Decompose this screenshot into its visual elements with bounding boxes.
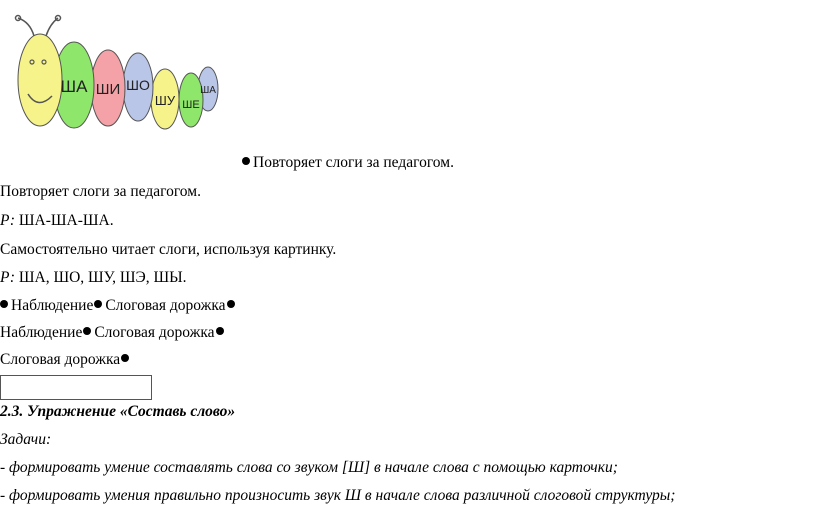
response-answer-1: ША-ША-ША. [18,212,114,229]
method-syllable-path: Слоговая дорожка [0,351,121,368]
bullet-icon [0,300,8,308]
bullet-icon [83,327,91,335]
bullet-icon [216,327,224,335]
centered-repeat-text: Повторяет слоги за педагогом. [253,154,454,171]
methods-line-c [0,350,132,370]
caterpillar-illustration [12,12,232,134]
tasks-label: Задачи: [0,431,52,448]
response-label-1: Р: [0,212,16,229]
syllable-3: ШО [126,77,150,93]
empty-frame [0,375,152,400]
method-observation: Наблюдение [0,324,83,341]
antenna-left [18,18,34,36]
caterpillar-head [18,34,62,126]
syllable-5: ШЕ [182,99,200,111]
exercise-title: 2.3. Упражнение «Составь слово» [0,403,236,420]
syllable-2: ШИ [95,81,121,98]
repeat-line: Повторяет слоги за педагогом. [0,183,201,200]
methods-line-b [0,323,227,343]
bullet-icon [94,300,102,308]
response-label-2: Р: [0,269,16,286]
bullet-icon [227,300,235,308]
centered-repeat-line [242,153,454,173]
method-observation: Наблюдение [11,297,94,314]
task-item-1: - формировать умение составлять слова со звуком [Ш] в начале слова с помощью карточки; [0,459,618,476]
response-line-2 [0,268,187,288]
response-answer-2: ША, ШО, ШУ, ШЭ, ШЫ. [18,269,187,286]
bullet-icon [242,157,250,165]
syllable-6: ША [200,85,216,96]
independent-line: Самостоятельно читает слоги, используя картинку. [0,241,337,258]
method-syllable-path: Слоговая дорожка [94,324,215,341]
bullet-icon [121,354,129,362]
syllable-4: ШУ [154,93,176,108]
syllable-1: ША [60,77,88,96]
response-line-1 [0,211,114,231]
methods-line-a [0,296,238,316]
task-item-2: - формировать умения правильно произносить звук Ш в начале слова различной слоговой структуры; [0,487,676,504]
method-syllable-path: Слоговая дорожка [105,297,226,314]
